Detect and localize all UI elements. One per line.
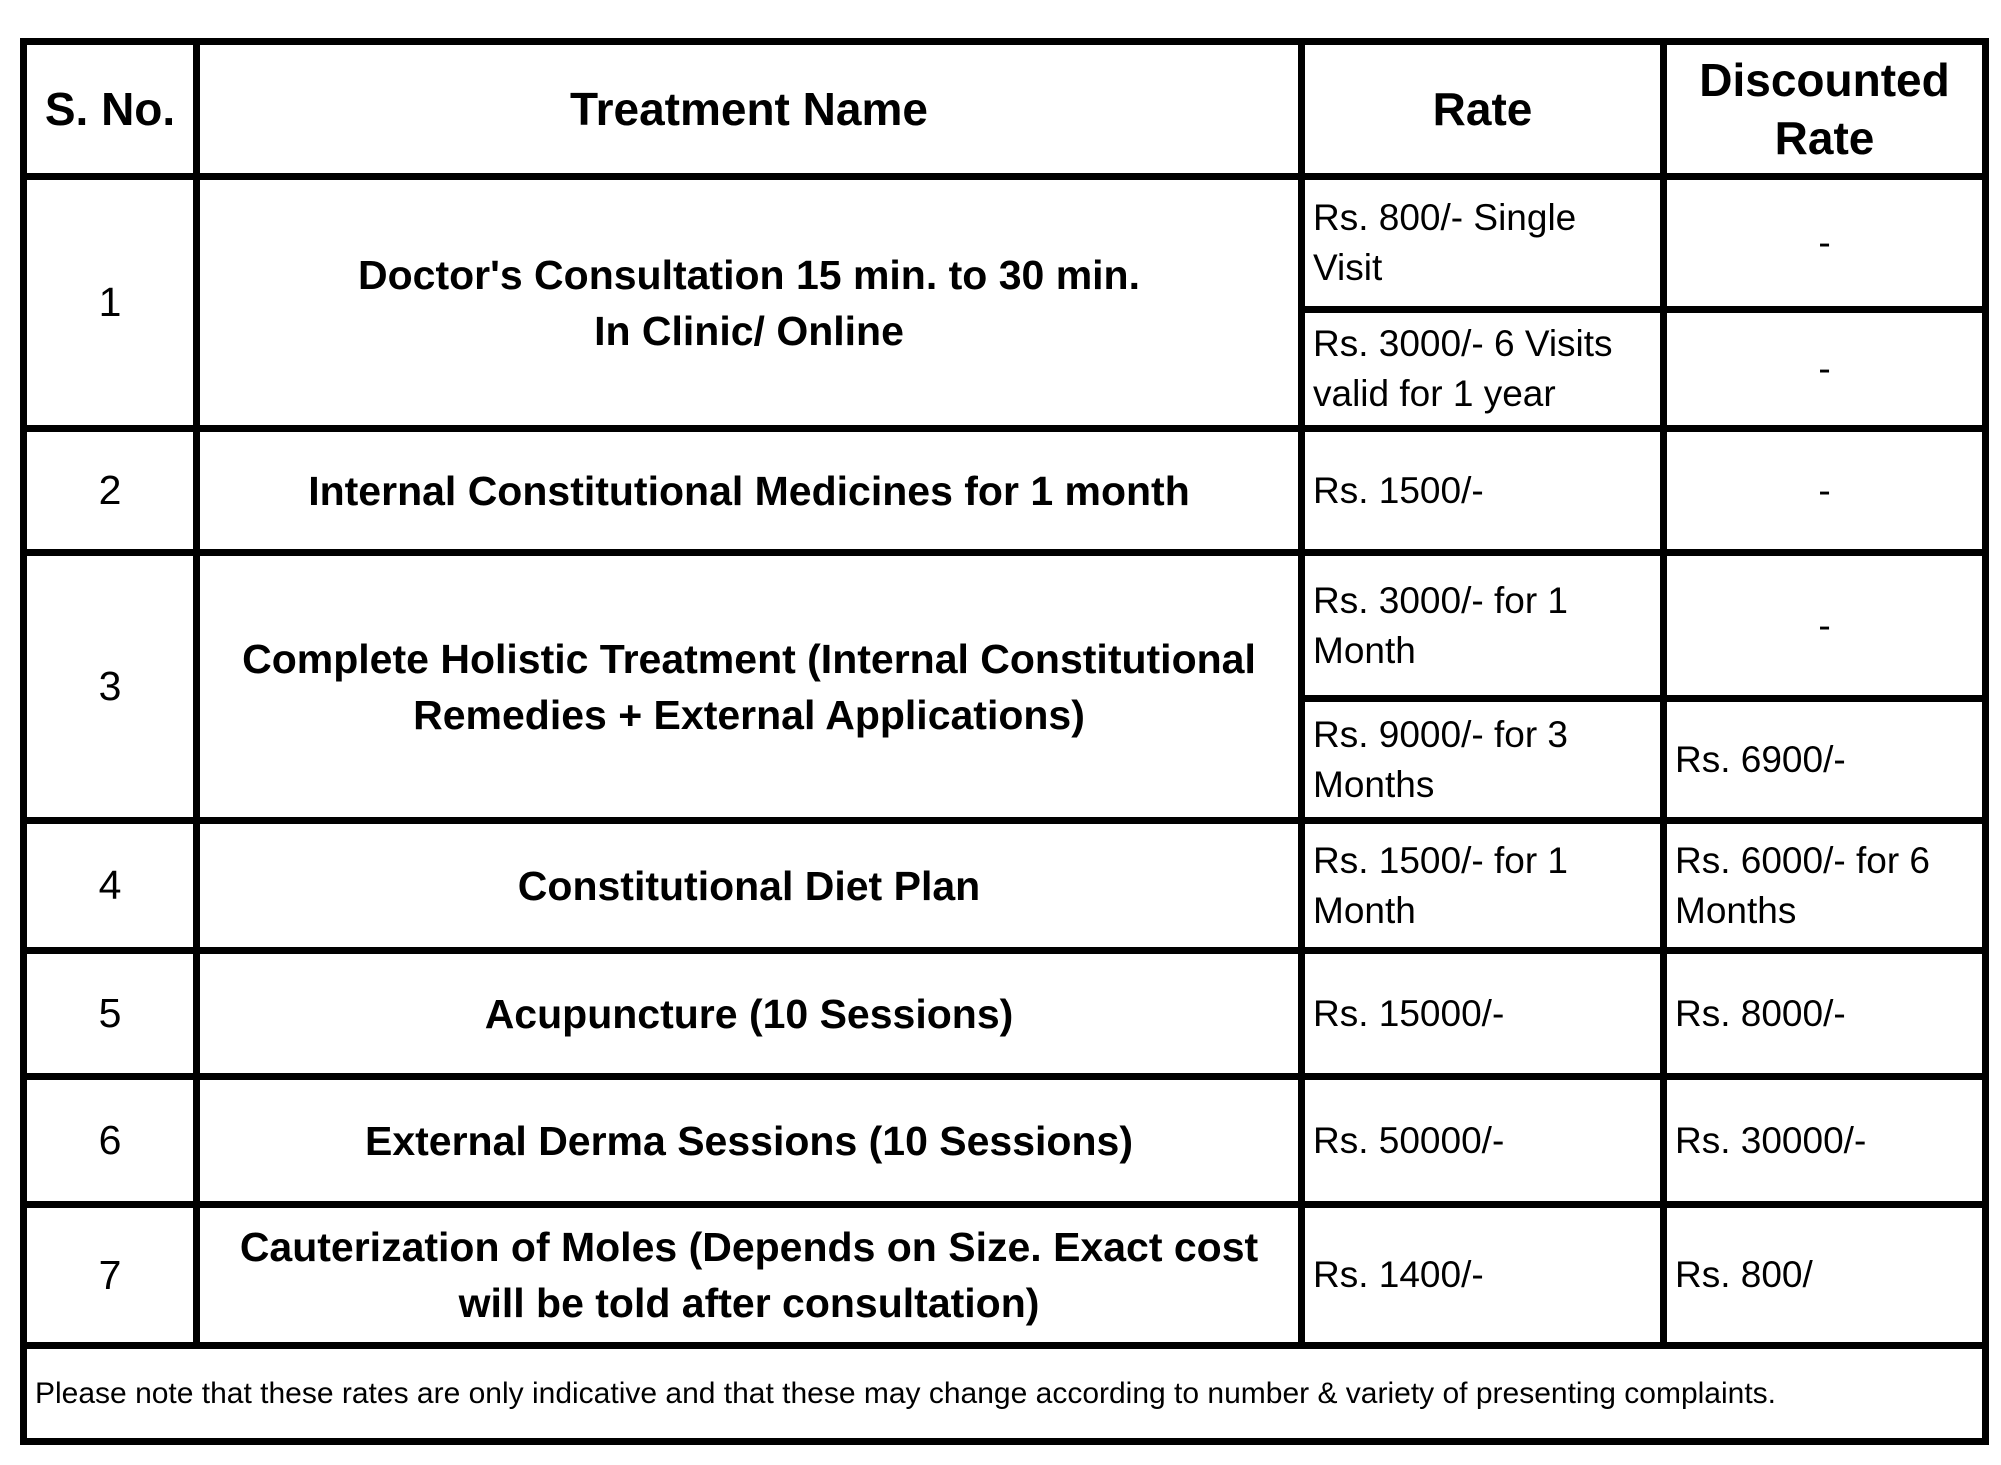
row-4-treatment-name: Constitutional Diet Plan	[197, 821, 1302, 951]
row-1-treatment-name	[197, 177, 1302, 429]
rate-line: Month	[1313, 629, 1416, 671]
table-row	[24, 1205, 1986, 1346]
header-treatment-name: Treatment Name	[197, 42, 1302, 177]
row-3a-rate	[1302, 553, 1664, 699]
row-7-discounted-rate: Rs. 800/	[1664, 1205, 1986, 1346]
header-row	[24, 42, 1986, 177]
rate-line: Months	[1313, 763, 1435, 805]
row-6-sno: 6	[24, 1077, 197, 1205]
row-5-discounted-rate: Rs. 8000/-	[1664, 951, 1986, 1077]
row-1a-discounted-rate: -	[1664, 177, 1986, 310]
row-6-rate: Rs. 50000/-	[1302, 1077, 1664, 1205]
rate-line: Rs. 1500/- for 1	[1313, 839, 1569, 881]
row-1b-rate	[1302, 310, 1664, 429]
name-line: In Clinic/ Online	[594, 307, 904, 354]
row-7-treatment-name	[197, 1205, 1302, 1346]
row-7-rate: Rs. 1400/-	[1302, 1205, 1664, 1346]
row-2-sno: 2	[24, 429, 197, 553]
name-line: will be told after consultation)	[458, 1280, 1040, 1326]
row-6-treatment-name: External Derma Sessions (10 Sessions)	[197, 1077, 1302, 1205]
row-6-discounted-rate: Rs. 30000/-	[1664, 1077, 1986, 1205]
name-line: Cauterization of Moles (Depends on Size. Exact cost	[239, 1224, 1259, 1270]
note-row	[24, 1346, 1986, 1442]
row-5-rate: Rs. 15000/-	[1302, 951, 1664, 1077]
disc-line: Months	[1675, 889, 1797, 931]
row-1b-discounted-rate: -	[1664, 310, 1986, 429]
table-row	[24, 553, 1986, 699]
row-2-rate: Rs. 1500/-	[1302, 429, 1664, 553]
row-3a-discounted-rate: -	[1664, 553, 1986, 699]
disc-line: Rs. 6000/- for 6	[1675, 839, 1931, 881]
rate-card	[20, 38, 1982, 1445]
header-discounted-line-1: Discounted	[1699, 54, 1950, 106]
header-sno: S. No.	[24, 42, 197, 177]
row-3-treatment-name	[197, 553, 1302, 821]
table-row	[24, 1077, 1986, 1205]
rate-line: Rs. 3000/- for 1	[1313, 579, 1569, 621]
row-7-sno: 7	[24, 1205, 197, 1346]
rate-line: Rs. 9000/- for 3	[1313, 713, 1569, 755]
name-line: Doctor's Consultation 15 min. to 30 min.	[357, 251, 1140, 298]
row-2-discounted-rate: -	[1664, 429, 1986, 553]
rate-line: Rs. 3000/- 6 Visits	[1313, 323, 1613, 364]
rate-line: Visit	[1313, 247, 1383, 288]
row-4-discounted-rate	[1664, 821, 1986, 951]
table-row	[24, 821, 1986, 951]
row-3b-discounted-rate: Rs. 6900/-	[1664, 699, 1986, 821]
name-line: Remedies + External Applications)	[413, 691, 1085, 738]
table-row	[24, 951, 1986, 1077]
header-rate: Rate	[1302, 42, 1664, 177]
disclaimer-note: Please note that these rates are only indicative and that these may change according to number & variety of presenting complaints.	[24, 1346, 1986, 1442]
header-discounted-rate	[1664, 42, 1986, 177]
row-3-sno: 3	[24, 553, 197, 821]
rate-line: Rs. 800/- Single	[1313, 197, 1577, 238]
table-row	[24, 429, 1986, 553]
row-4-sno: 4	[24, 821, 197, 951]
rate-line: Month	[1313, 889, 1416, 931]
row-5-treatment-name: Acupuncture (10 Sessions)	[197, 951, 1302, 1077]
row-1a-rate	[1302, 177, 1664, 310]
row-3b-rate	[1302, 699, 1664, 821]
name-line: Complete Holistic Treatment (Internal Constitutional	[242, 635, 1256, 682]
row-1-sno: 1	[24, 177, 197, 429]
treatment-rates-table	[20, 38, 1989, 1445]
rate-line: valid for 1 year	[1313, 373, 1556, 414]
row-4-rate	[1302, 821, 1664, 951]
row-5-sno: 5	[24, 951, 197, 1077]
row-2-treatment-name: Internal Constitutional Medicines for 1 month	[197, 429, 1302, 553]
header-discounted-line-2: Rate	[1774, 112, 1875, 164]
table-row	[24, 177, 1986, 310]
